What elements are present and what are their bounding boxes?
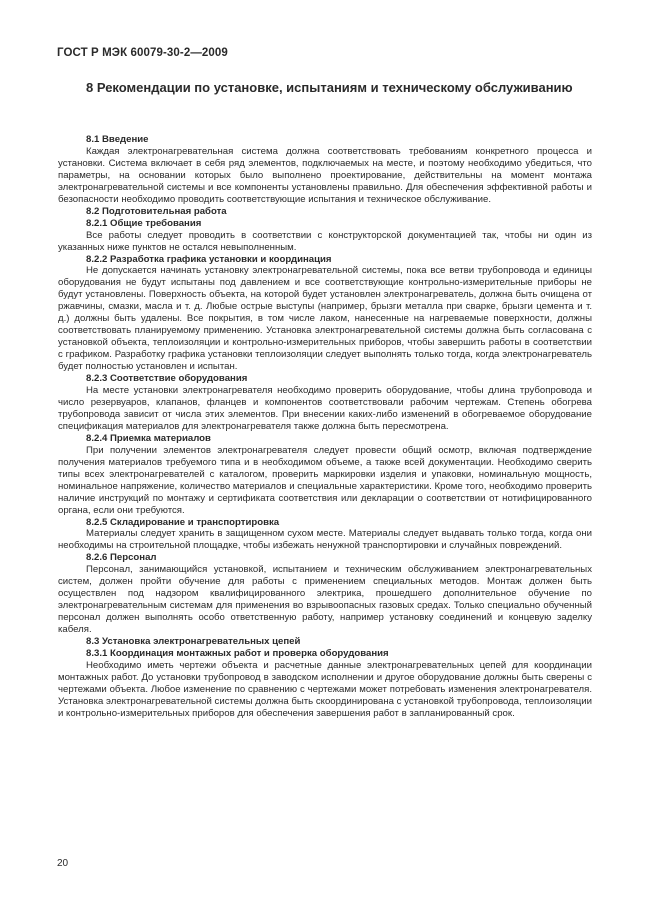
subsection-heading: 8.2.3 Соответствие оборудования bbox=[86, 373, 248, 385]
subsection-heading: 8.2 Подготовительная работа bbox=[86, 205, 227, 217]
subsection-heading: 8.2.6 Персонал bbox=[86, 552, 157, 564]
body-paragraph: Не допускается начинать установку электронагревательной системы, пока все ветви трубопровода и единицы оборудования не будут испытаны под давлением и все соответствующие контрольно-измерительные приборы не будут установлены. Поверхность объекта, на которой будет установлен электронагреватель, должна быть очищена от ржавчины, смазки, масла и т. д. Любые острые выступы (например, брызги металла при сварке, брызги цемента и т. д.) должны быть удалены. Все покрытия, в том числе лаком, нанесенные на нагреваемые поверхности, должны соответствовать планируемому применению. Установка электронагревательной системы должна быть согласована с установкой объекта, теплоизоляции и контрольно-измерительных приборов, чтобы завершить работы в соответствии с графиком. Разработку графика установки теплоизоляции следует выполнять только тогда, когда электронагреватель будет полностью установлен и испытан. bbox=[58, 265, 592, 373]
section-title: 8 Рекомендации по установке, испытаниям и техническому обслуживанию bbox=[86, 80, 573, 95]
body-paragraph: При получении элементов электронагревателя следует провести общий осмотр, включая подтверждение получения материалов требуемого типа и в необходимом объеме, а также всей документации. Необходимо сверить типы всех электронагревателей с каталогом, проверить маркировки изделия и упаковки, номинальную мощность, номинальное напряжение, количество материалов и специальные характеристики. Кроме того, необходимо проверить наличие инструкций по монтажу и сертификата соответствия или декларации о соответствии от нотифицированного органа, если они требуются. bbox=[58, 444, 592, 516]
subsection-heading: 8.2.1 Общие требования bbox=[86, 217, 202, 229]
subsection-heading: 8.3.1 Координация монтажных работ и проверка оборудования bbox=[86, 647, 389, 659]
standard-header: ГОСТ Р МЭК 60079-30-2—2009 bbox=[57, 47, 228, 59]
subsection-heading: 8.1 Введение bbox=[86, 134, 149, 145]
subsection-heading: 8.2.2 Разработка графика установки и координация bbox=[86, 253, 332, 265]
body-paragraph: Персонал, занимающийся установкой, испытанием и техническим обслуживанием электронагревательных систем, должен пройти обучение для работы с применением специальных методов. Монтаж должен быть осуществлен под надзором квалифицированного электрика, прошедшего дополнительное обучение по электронагревательным системам для применения во взрывоопасных газовых средах. Только специально обученный персонал должен выполнять особо ответственную работу, например установку соединений и концевую заделку кабеля. bbox=[58, 564, 592, 636]
subsection-heading: 8.2.4 Приемка материалов bbox=[86, 432, 211, 444]
body-paragraph: Необходимо иметь чертежи объекта и расчетные данные электронагревательных цепей для координации монтажных работ. До установки трубопровод в заводском исполнении и другое оборудование должны быть сверены с чертежами объекта. Любое изменение по сравнению с чертежами может потребовать изменения электронагревателя. Установка электронагревательной системы должна быть скоординирована с установкой трубопровода, теплоизоляции и контрольно-измерительных приборов для обеспечения завершения работ в запланированный срок. bbox=[58, 659, 592, 719]
body-paragraph: Материалы следует хранить в защищенном сухом месте. Материалы следует выдавать только тогда, когда они необходимы на строительной площадке, чтобы избежать ненужной транспортировки и случайных повреждений. bbox=[58, 528, 592, 552]
body-paragraph: Каждая электронагревательная система должна соответствовать требованиям конкретного процесса и установки. Система включает в себя ряд элементов, подключаемых на месте, и поэтому необходимо убедиться, что параметры, на основании которых было выполнено проектирование, действительны на момент монтажа электронагревательной системы и все компоненты установлены правильно. Для обеспечения эффективной работы и безопасности необходимо проводить соответствующие испытания и техническое обслуживание. bbox=[58, 145, 592, 205]
page-number: 20 bbox=[57, 858, 69, 869]
document-body bbox=[58, 134, 592, 720]
body-paragraph: Все работы следует проводить в соответствии с конструкторской документацией так, чтобы ни один из указанных ниже пунктов не остался невыполненным. bbox=[58, 229, 592, 253]
subsection-heading: 8.2.5 Складирование и транспортировка bbox=[86, 516, 280, 528]
body-paragraph: На месте установки электронагревателя необходимо проверить оборудование, чтобы длина трубопровода и число резервуаров, клапанов, фланцев и компонентов соответствовали рабочим чертежам. Степень обогрева трубопровода зависит от числа этих элементов. При внесении каких-либо изменений в обогреваемое оборудование спецификация материалов для электронагревателя также должна быть пересмотрена. bbox=[58, 385, 592, 432]
subsection-heading: 8.3 Установка электронагревательных цепей bbox=[86, 636, 301, 648]
